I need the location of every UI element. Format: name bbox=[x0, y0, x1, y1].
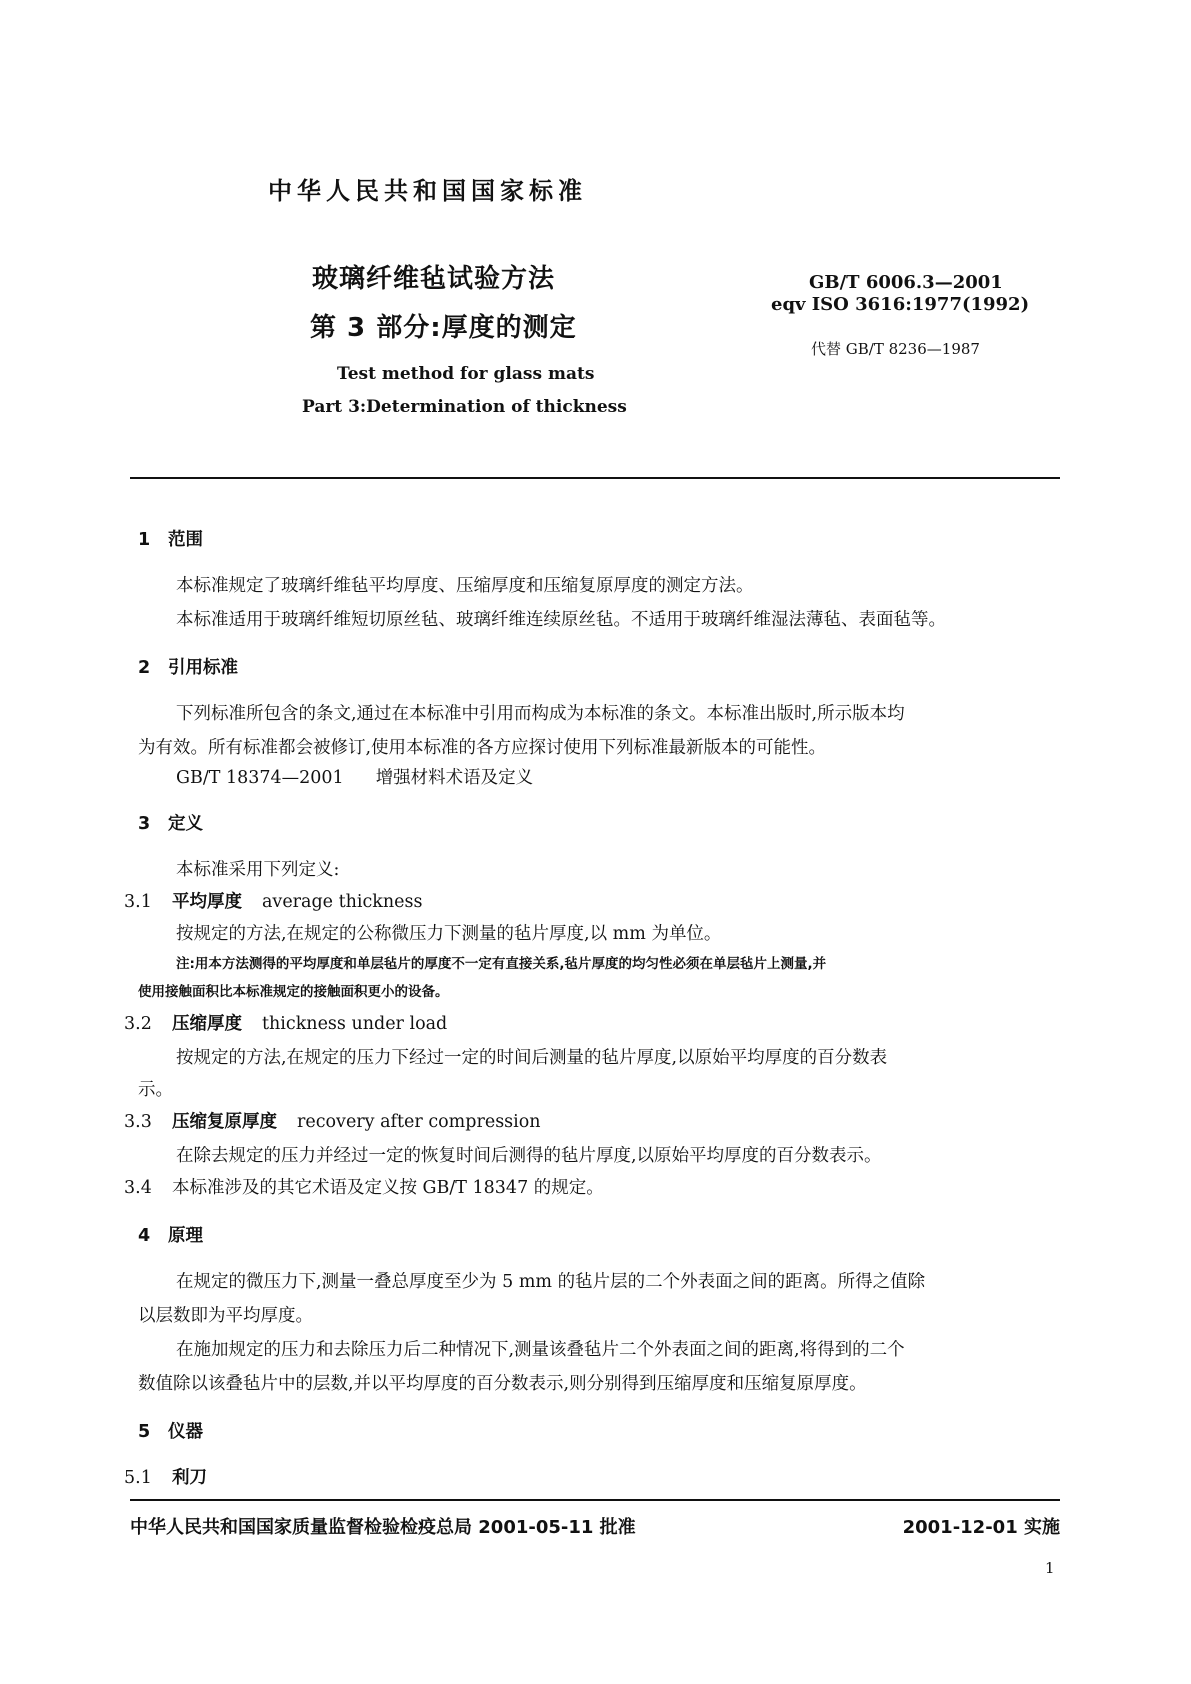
national-standard-heading: 中华人民共和国国家标准 bbox=[268, 177, 587, 205]
header-rule bbox=[130, 477, 1060, 479]
section-5-heading bbox=[138, 1418, 203, 1443]
definition-text: 本标准涉及的其它术语及定义按 GB/T 18347 的规定。 bbox=[172, 1178, 604, 1198]
section-3-heading bbox=[138, 810, 203, 835]
title-en-line1: Test method for glass mats bbox=[337, 364, 595, 384]
definition-text: 按规定的方法,在规定的压力下经过一定的时间后测量的毡片厚度,以原始平均厚度的百分数表 bbox=[176, 1048, 888, 1068]
definition-term: 压缩复原厚度 bbox=[172, 1112, 277, 1132]
reference-title: 增强材料术语及定义 bbox=[375, 768, 534, 788]
section-4-paragraph: 以层数即为平均厚度。 bbox=[138, 1306, 313, 1326]
section-number: 5 bbox=[138, 1422, 151, 1442]
reference-code: GB/T 18374—2001 bbox=[176, 768, 344, 788]
definition-number: 3.2 bbox=[124, 1014, 152, 1034]
title-en-line2: Part 3:Determination of thickness bbox=[302, 397, 627, 417]
subsection-title: 利刀 bbox=[172, 1468, 207, 1488]
section-1-paragraph: 本标准规定了玻璃纤维毡平均厚度、压缩厚度和压缩复原厚度的测定方法。 bbox=[176, 576, 754, 596]
section-2-paragraph: 为有效。所有标准都会被修订,使用本标准的各方应探讨使用下列标准最新版本的可能性。 bbox=[138, 738, 827, 758]
section-1-heading bbox=[138, 526, 203, 551]
definition-term: 平均厚度 bbox=[172, 892, 242, 912]
definition-note: 注:用本方法测得的平均厚度和单层毡片的厚度不一定有直接关系,毡片厚度的均匀性必须在单层毡片上测量,并 bbox=[176, 956, 827, 972]
section-title: 定义 bbox=[168, 814, 203, 834]
approval-statement: 中华人民共和国国家质量监督检验检疫总局 2001-05-11 批准 bbox=[130, 1517, 636, 1538]
implementation-date: 2001-12-01 实施 bbox=[902, 1517, 1060, 1538]
section-title: 仪器 bbox=[168, 1422, 203, 1442]
section-2-paragraph: 下列标准所包含的条文,通过在本标准中引用而构成为本标准的条文。本标准出版时,所示版本均 bbox=[176, 704, 905, 724]
definition-number: 3.4 bbox=[124, 1178, 152, 1198]
definition-term: 压缩厚度 bbox=[172, 1014, 242, 1034]
definitions-intro: 本标准采用下列定义: bbox=[176, 860, 340, 880]
definition-term-en: recovery after compression bbox=[297, 1112, 541, 1132]
definition-term-en: thickness under load bbox=[262, 1014, 448, 1034]
definition-text: 示。 bbox=[138, 1080, 173, 1100]
subsection-number: 5.1 bbox=[124, 1468, 152, 1488]
definition-3-3 bbox=[124, 1108, 541, 1133]
section-2-heading bbox=[138, 654, 238, 679]
section-number: 2 bbox=[138, 658, 151, 678]
section-number: 1 bbox=[138, 530, 151, 550]
title-cn-line1: 玻璃纤维毡试验方法 bbox=[312, 264, 556, 294]
section-title: 范围 bbox=[168, 530, 203, 550]
section-4-paragraph: 在规定的微压力下,测量一叠总厚度至少为 5 mm 的毡片层的二个外表面之间的距离。所得之值除 bbox=[176, 1272, 926, 1292]
section-title: 引用标准 bbox=[168, 658, 238, 678]
definition-note: 使用接触面积比本标准规定的接触面积更小的设备。 bbox=[138, 984, 449, 1000]
footer-rule bbox=[130, 1499, 1060, 1501]
definition-text: 按规定的方法,在规定的公称微压力下测量的毡片厚度,以 mm 为单位。 bbox=[176, 924, 722, 944]
definition-term-en: average thickness bbox=[262, 892, 423, 912]
replaced-standard: 代替 GB/T 8236—1987 bbox=[811, 340, 980, 358]
definition-number: 3.1 bbox=[124, 892, 152, 912]
definition-3-1 bbox=[124, 888, 423, 913]
section-title: 原理 bbox=[168, 1226, 203, 1246]
section-1-paragraph: 本标准适用于玻璃纤维短切原丝毡、玻璃纤维连续原丝毡。不适用于玻璃纤维湿法薄毡、表面毡等。 bbox=[176, 610, 946, 630]
subsection-5-1 bbox=[124, 1464, 207, 1489]
referenced-standard bbox=[176, 764, 533, 789]
section-4-paragraph: 在施加规定的压力和去除压力后二种情况下,测量该叠毡片二个外表面之间的距离,将得到的二个 bbox=[176, 1340, 905, 1360]
definition-3-2 bbox=[124, 1010, 447, 1035]
definition-3-4 bbox=[124, 1174, 604, 1199]
section-number: 4 bbox=[138, 1226, 151, 1246]
section-4-paragraph: 数值除以该叠毡片中的层数,并以平均厚度的百分数表示,则分别得到压缩厚度和压缩复原厚度。 bbox=[138, 1374, 867, 1394]
definition-number: 3.3 bbox=[124, 1112, 152, 1132]
page-number: 1 bbox=[1045, 1559, 1055, 1577]
title-cn-line2: 第 3 部分:厚度的测定 bbox=[310, 313, 577, 343]
definition-text: 在除去规定的压力并经过一定的恢复时间后测得的毡片厚度,以原始平均厚度的百分数表示。 bbox=[176, 1146, 882, 1166]
equivalent-standard: eqv ISO 3616:1977(1992) bbox=[771, 294, 1030, 315]
section-4-heading bbox=[138, 1222, 203, 1247]
standard-code: GB/T 6006.3—2001 bbox=[809, 272, 1003, 293]
section-number: 3 bbox=[138, 814, 151, 834]
